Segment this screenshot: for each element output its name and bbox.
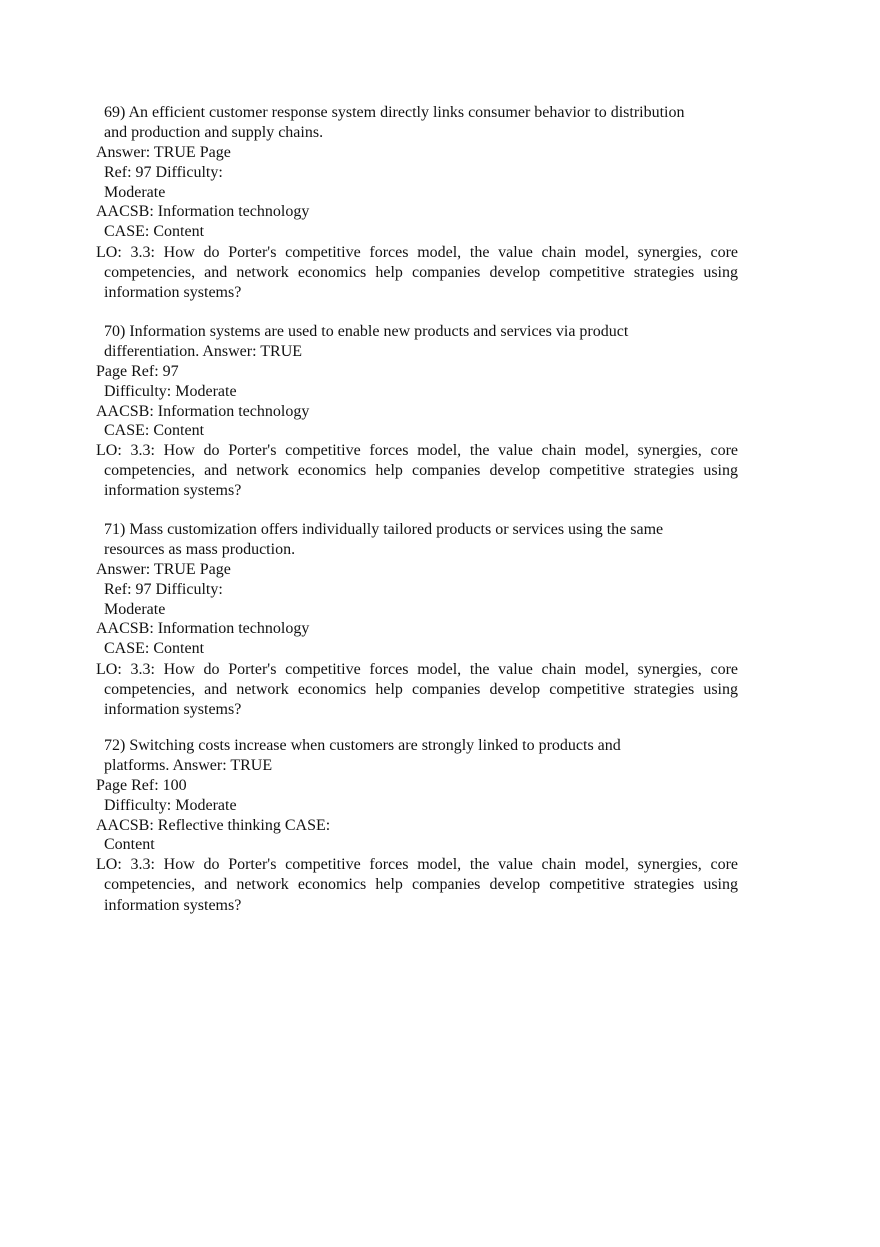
learning-objective-line: LO: 3.3: How do Porter's competitive forces model, the value chain model, synergies, core	[96, 442, 738, 459]
page-ref-line: Page Ref: 97	[96, 363, 179, 380]
learning-objective-line: LO: 3.3: How do Porter's competitive forces model, the value chain model, synergies, core	[96, 856, 738, 873]
difficulty-line: Moderate	[104, 601, 166, 618]
learning-objective-line: competencies, and network economics help companies develop competitive strategies using	[104, 462, 738, 479]
learning-objective-line: information systems?	[104, 482, 242, 499]
answer-line: Answer: TRUE Page	[96, 561, 231, 578]
aacsb-line: AACSB: Information technology	[96, 403, 310, 420]
learning-objective-line: information systems?	[104, 701, 242, 718]
question-text-line: 70) Information systems are used to enable new products and services via product	[104, 323, 629, 340]
question-text-line: platforms. Answer: TRUE	[104, 757, 273, 774]
case-line: CASE: Content	[104, 422, 205, 439]
page-ref-line: Page Ref: 100	[96, 777, 187, 794]
aacsb-line: AACSB: Information technology	[96, 203, 310, 220]
difficulty-line: Difficulty: Moderate	[104, 383, 237, 400]
learning-objective-line: competencies, and network economics help companies develop competitive strategies using	[104, 264, 738, 281]
learning-objective-line: competencies, and network economics help companies develop competitive strategies using	[104, 876, 738, 893]
learning-objective-line: competencies, and network economics help companies develop competitive strategies using	[104, 681, 738, 698]
case-line: Content	[104, 836, 155, 853]
aacsb-line: AACSB: Information technology	[96, 620, 310, 637]
learning-objective-line: information systems?	[104, 284, 242, 301]
learning-objective-line: LO: 3.3: How do Porter's competitive forces model, the value chain model, synergies, core	[96, 661, 738, 678]
page-ref-line: Ref: 97 Difficulty:	[104, 581, 223, 598]
question-text-line: resources as mass production.	[104, 541, 296, 558]
answer-line: Answer: TRUE Page	[96, 144, 231, 161]
question-text-line: 71) Mass customization offers individually tailored products or services using the same	[104, 521, 664, 538]
difficulty-line: Difficulty: Moderate	[104, 797, 237, 814]
question-text-line: differentiation. Answer: TRUE	[104, 343, 303, 360]
question-text-line: 69) An efficient customer response system directly links consumer behavior to distribution	[104, 104, 685, 121]
aacsb-line: AACSB: Reflective thinking CASE:	[96, 817, 331, 834]
learning-objective-line: LO: 3.3: How do Porter's competitive forces model, the value chain model, synergies, core	[96, 244, 738, 261]
case-line: CASE: Content	[104, 223, 205, 240]
page-ref-line: Ref: 97 Difficulty:	[104, 164, 223, 181]
difficulty-line: Moderate	[104, 184, 166, 201]
question-text-line: 72) Switching costs increase when customers are strongly linked to products and	[104, 737, 621, 754]
question-text-line: and production and supply chains.	[104, 124, 324, 141]
case-line: CASE: Content	[104, 640, 205, 657]
learning-objective-line: information systems?	[104, 897, 242, 914]
